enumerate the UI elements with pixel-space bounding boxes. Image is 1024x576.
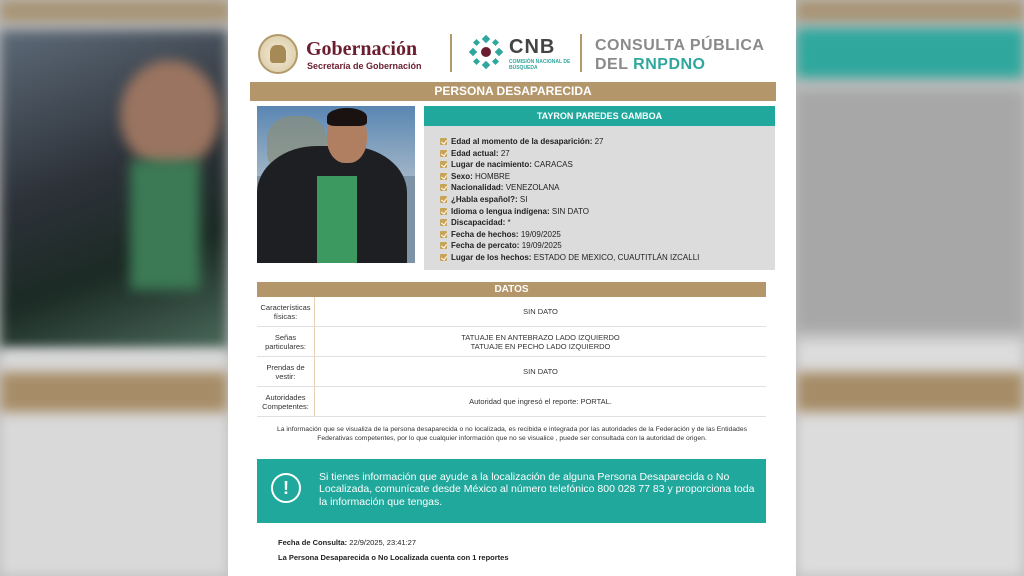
datos-value — [315, 297, 766, 326]
datos-label: Autoridades Competentes: — [257, 387, 315, 416]
check-bullet-icon — [440, 150, 447, 157]
detail-value: 27 — [500, 148, 510, 158]
detail-value: SI — [519, 194, 528, 204]
datos-value-line: TATUAJE EN PECHO LADO IZQUIERDO — [470, 341, 611, 351]
datos-value-line: TATUAJE EN ANTEBRAZO LADO IZQUIERDO — [461, 332, 620, 342]
datos-row — [257, 327, 766, 357]
check-bullet-icon — [440, 231, 447, 238]
datos-label: Características físicas: — [257, 297, 315, 326]
datos-value-line: SIN DATO — [523, 307, 558, 316]
missing-person-sheet — [228, 0, 796, 576]
detail-label: Lugar de nacimiento: — [451, 160, 532, 170]
detail-row — [440, 171, 775, 183]
detail-row — [440, 136, 775, 148]
check-bullet-icon — [440, 173, 447, 180]
cnb-subtitle: COMISIÓN NACIONAL DE BÚSQUEDA — [509, 59, 571, 71]
detail-row — [440, 148, 775, 160]
detail-row — [440, 206, 775, 218]
detail-label: Edad actual: — [451, 148, 499, 158]
check-bullet-icon — [440, 184, 447, 191]
header — [228, 0, 796, 80]
gobernacion-title: Gobernación — [306, 38, 418, 60]
detail-value: SIN DATO — [551, 206, 589, 216]
mexico-seal-icon — [258, 34, 298, 74]
fecha-consulta: Fecha de Consulta: 22/9/2025, 23:41:27 — [278, 538, 416, 547]
detail-label: Idioma o lengua indígena: — [451, 206, 550, 216]
person-photo — [257, 106, 415, 263]
detail-row — [440, 217, 775, 229]
detail-label: Discapacidad: — [451, 218, 506, 228]
detail-value: CARACAS — [534, 160, 573, 170]
check-bullet-icon — [440, 208, 447, 215]
person-name: TAYRON PAREDES GAMBOA — [424, 106, 775, 126]
detail-row — [440, 229, 775, 241]
detail-value: VENEZOLANA — [505, 183, 560, 193]
detail-label: ¿Habla español?: — [451, 194, 518, 204]
datos-value — [315, 357, 766, 386]
cnb-title: CNB — [509, 36, 556, 58]
detail-value: * — [507, 218, 511, 228]
datos-row — [257, 387, 766, 417]
datos-row — [257, 357, 766, 387]
detail-value: 27 — [594, 137, 604, 146]
detail-row — [440, 182, 775, 194]
detail-value: HOMBRE — [475, 171, 511, 181]
detail-value: 19/09/2025 — [521, 241, 562, 251]
detail-row — [440, 159, 775, 171]
consulta-subtitle: DEL RNPDNO — [595, 56, 706, 73]
check-bullet-icon — [440, 219, 447, 226]
datos-value — [315, 327, 766, 356]
contact-alert — [257, 459, 766, 523]
detail-label: Fecha de hechos: — [451, 229, 519, 239]
detail-label: Sexo: — [451, 171, 473, 181]
gobernacion-subtitle: Secretaría de Gobernación — [307, 61, 422, 71]
check-bullet-icon — [440, 254, 447, 261]
datos-value — [315, 387, 766, 416]
detail-row — [440, 252, 775, 264]
exclamation-icon: ! — [271, 473, 301, 503]
detail-label: Fecha de percato: — [451, 241, 520, 251]
check-bullet-icon — [440, 242, 447, 249]
check-bullet-icon — [440, 161, 447, 168]
datos-row — [257, 297, 766, 327]
detail-label: Nacionalidad: — [451, 183, 504, 193]
header-divider — [450, 34, 452, 72]
detail-label: Edad al momento de la desaparición: — [451, 137, 593, 146]
disclaimer-text: La información que se visualiza de la persona desaparecida o no localizada, es recibida e integrada por las autoridades de la Federación y de las Entidades Federativas competentes, por lo que cualquier información que no se visualice , puede ser consultada con la autoridad de origen. — [276, 426, 748, 442]
detail-row — [440, 194, 775, 206]
detail-value: ESTADO DE MEXICO, CUAUTITLÁN IZCALLI — [533, 252, 700, 262]
check-bullet-icon — [440, 196, 447, 203]
header-divider — [580, 34, 582, 72]
detail-value: 19/09/2025 — [520, 229, 561, 239]
consulta-title: CONSULTA PÚBLICA — [595, 37, 765, 54]
person-details — [424, 126, 775, 270]
check-bullet-icon — [440, 138, 447, 145]
contact-alert-text: Si tienes información que ayude a la localización de alguna Persona Desaparecida o No Localizada, comunícate desde México al número telefónico 800 028 77 83 y proporciona toda la información que tengas. — [319, 471, 755, 508]
reportes-count: La Persona Desaparecida o No Localizada cuenta con 1 reportes — [278, 553, 509, 562]
detail-row — [440, 240, 775, 252]
rnpdno-label: RNPDNO — [633, 56, 706, 73]
detail-label: Lugar de los hechos: — [451, 252, 532, 262]
datos-value-line: SIN DATO — [523, 367, 558, 376]
datos-header: DATOS — [257, 282, 766, 297]
datos-label: Prendas de vestir: — [257, 357, 315, 386]
datos-value-line: Autoridad que ingresó el reporte: PORTAL. — [469, 397, 612, 406]
cnb-logo-icon — [468, 34, 504, 70]
datos-label: Señas particulares: — [257, 327, 315, 356]
datos-table — [257, 297, 766, 417]
persona-desaparecida-banner: PERSONA DESAPARECIDA — [250, 82, 776, 101]
